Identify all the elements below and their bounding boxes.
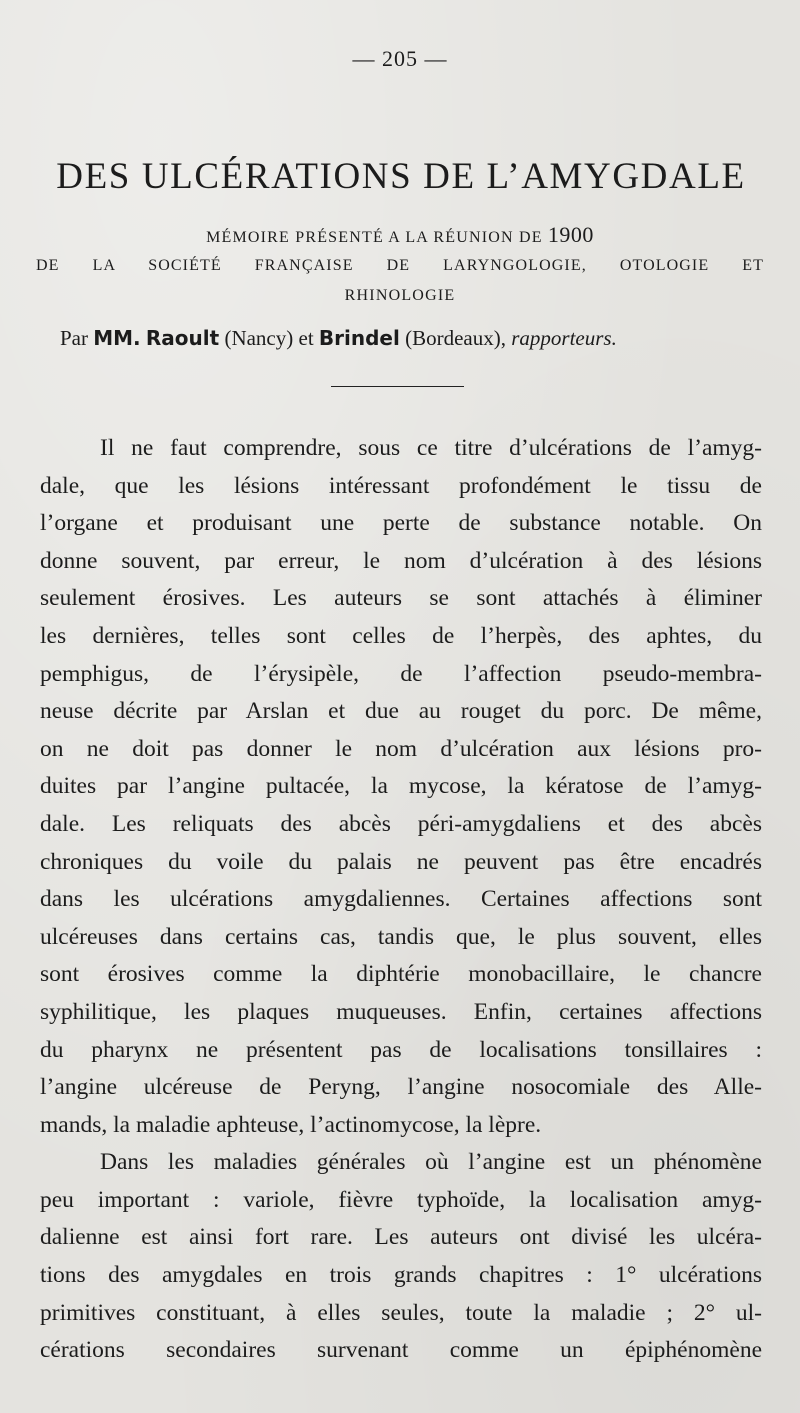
authors-prefix: Par bbox=[60, 326, 88, 350]
article-title: DES ULCÉRATIONS DE L’AMYGDALE bbox=[56, 156, 746, 197]
text-line: duites par l’angine pultacée, la mycose, la kératose de l’amyg- bbox=[40, 773, 762, 800]
authors-role: rapporteurs. bbox=[511, 326, 617, 350]
text-line: sont érosives comme la diphtérie monobacillaire, le chancre bbox=[40, 961, 762, 988]
text-line: les dernières, telles sont celles de l’herpès, des aphtes, du bbox=[40, 622, 762, 649]
text-line: on ne doit pas donner le nom d’ulcération aux lésions pro- bbox=[40, 735, 762, 762]
author-2-city: (Bordeaux), bbox=[405, 326, 506, 350]
page-number: — 205 — bbox=[352, 46, 448, 71]
authors-mm: MM. bbox=[93, 326, 141, 350]
text-line: pemphigus, de l’érysipèle, de l’affection pseudo-membra- bbox=[40, 660, 762, 687]
text-line: mands, la maladie aphteuse, l’actinomycose, la lèpre. bbox=[40, 1111, 542, 1138]
text-line: du pharynx ne présentent pas de localisations tonsillaires : bbox=[40, 1036, 762, 1063]
author-2-name: Brindel bbox=[318, 326, 400, 350]
text-line: chroniques du voile du palais ne peuvent pas être encadrés bbox=[40, 848, 762, 875]
text-line: Dans les maladies générales où l’angine est un phénomène bbox=[100, 1149, 762, 1176]
subtitle-line-1 bbox=[30, 222, 770, 248]
text-line: l’organe et produisant une perte de substance notable. On bbox=[40, 510, 762, 537]
text-line: dans les ulcérations amygdaliennes. Certaines affections sont bbox=[40, 886, 762, 913]
subtitle-line-3: RHINOLOGIE bbox=[344, 287, 456, 304]
text-line: cérations secondaires survenant comme un épiphénomène bbox=[40, 1337, 762, 1364]
text-line: ulcéreuses dans certains cas, tandis que, le plus souvent, elles bbox=[40, 923, 762, 950]
authors-conjunction: et bbox=[298, 326, 314, 350]
text-line: tions des amygdales en trois grands chapitres : 1° ulcérations bbox=[40, 1262, 762, 1289]
subtitle-text: MÉMOIRE PRÉSENTÉ A LA RÉUNION DE bbox=[206, 229, 543, 246]
text-line: seulement érosives. Les auteurs se sont attachés à éliminer bbox=[40, 585, 762, 612]
authors-line bbox=[60, 326, 760, 351]
paragraph-2 bbox=[40, 1144, 762, 1370]
text-line: donne souvent, par erreur, le nom d’ulcération à des lésions bbox=[40, 547, 762, 574]
text-line: l’angine ulcéreuse de Peryng, l’angine nosocomiale des Alle- bbox=[40, 1074, 762, 1101]
text-line: dale, que les lésions intéressant profondément le tissu de bbox=[40, 472, 762, 499]
subtitle-year: 1900 bbox=[547, 222, 594, 247]
text-line: syphilitique, les plaques muqueuses. Enfin, certaines affections bbox=[40, 998, 762, 1025]
author-1-city: (Nancy) bbox=[224, 326, 294, 350]
text-line: dalienne est ainsi fort rare. Les auteurs ont divisé les ulcéra- bbox=[40, 1224, 762, 1251]
text-line: Il ne faut comprendre, sous ce titre d’ulcérations de l’amyg- bbox=[100, 435, 762, 461]
body-text bbox=[40, 430, 762, 1370]
title-separator-rule bbox=[331, 386, 464, 387]
paragraph-1 bbox=[40, 430, 762, 1144]
subtitle-line-2: DE LA SOCIÉTÉ FRANÇAISE DE LARYNGOLOGIE, OTOLOGIE ET bbox=[36, 257, 764, 274]
text-line: dale. Les reliquats des abcès péri-amygdaliens et des abcès bbox=[40, 810, 762, 837]
author-1-name: Raoult bbox=[145, 326, 220, 350]
text-line: neuse décrite par Arslan et due au rouget du porc. De même, bbox=[40, 698, 762, 725]
text-line: peu important : variole, fièvre typhoïde, la localisation amyg- bbox=[40, 1186, 762, 1213]
text-line: primitives constituant, à elles seules, toute la maladie ; 2° ul- bbox=[40, 1299, 762, 1326]
